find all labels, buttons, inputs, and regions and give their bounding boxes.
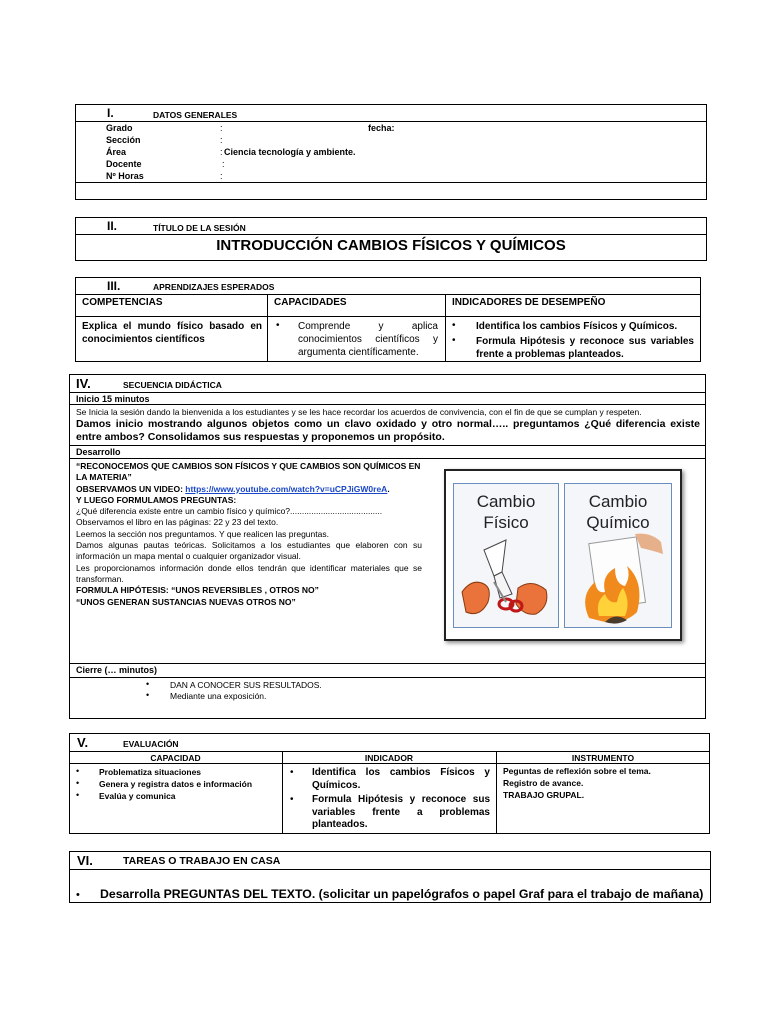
field-label-docente: Docente bbox=[106, 159, 142, 169]
field-sep: : bbox=[222, 159, 225, 169]
indicador-item: Formula Hipótesis y reconoce sus variables frente a problemas planteados. bbox=[312, 794, 490, 830]
section-title: DATOS GENERALES bbox=[153, 110, 238, 120]
section-title: EVALUACIÓN bbox=[123, 739, 179, 749]
desarrollo-line: ¿Qué diferencia existe entre un cambio físico y químico?....................................... bbox=[76, 506, 383, 517]
cierre-item: DAN A CONOCER SUS RESULTADOS. bbox=[170, 680, 322, 690]
divider bbox=[69, 458, 706, 459]
capacidad-cell: Comprende y aplica conocimientos científicos y argumenta científicamente. bbox=[298, 321, 438, 358]
divider bbox=[69, 751, 710, 752]
field-sep: : bbox=[220, 135, 223, 145]
field-sep: : bbox=[220, 171, 223, 181]
instrumento-item: TRABAJO GRUPAL. bbox=[503, 790, 585, 800]
section-number: III. bbox=[107, 279, 121, 293]
section-number: I. bbox=[107, 106, 114, 120]
section-number: V. bbox=[77, 735, 89, 750]
indicador-item: Identifica los cambios Físicos y Químicos. bbox=[476, 321, 678, 332]
section-number: IV. bbox=[76, 376, 91, 391]
inicio-text-2: Damos inicio mostrando algunos objetos como un clavo oxidado y otro normal….. preguntamos ¿Qué diferencia existe entre ambos? Consolidamos sus respuestas y proponemos un propósito. bbox=[76, 418, 700, 443]
card-title: Cambio Físico bbox=[476, 492, 536, 532]
divider bbox=[75, 182, 707, 183]
divider bbox=[69, 404, 706, 405]
divider bbox=[267, 294, 268, 362]
bullet: • bbox=[76, 766, 80, 776]
cambios-image bbox=[444, 469, 682, 641]
divider bbox=[69, 663, 706, 664]
divider bbox=[282, 751, 283, 834]
divider bbox=[69, 677, 706, 678]
desarrollo-line: FORMULA HIPÓTESIS: “UNOS REVERSIBLES , OTROS NO” bbox=[76, 585, 319, 596]
divider bbox=[445, 294, 446, 362]
field-value-area: Ciencia tecnología y ambiente. bbox=[224, 147, 356, 157]
field-label-fecha: fecha: bbox=[368, 123, 395, 133]
desarrollo-line: Observamos el libro en las páginas: 22 y 23 del texto. bbox=[76, 517, 279, 528]
divider bbox=[75, 234, 707, 235]
field-label-seccion: Sección bbox=[106, 135, 141, 145]
instrumento-item: Registro de avance. bbox=[503, 778, 584, 788]
field-sep: : bbox=[220, 147, 223, 157]
divider bbox=[496, 751, 497, 834]
capacidad-item: Genera y registra datos e información bbox=[99, 779, 253, 789]
bullet: • bbox=[76, 790, 80, 800]
desarrollo-line: Damos algunas pautas teóricas. Solicitamos a los estudiantes que elaboren con su información un mapa mental o cualquier organizador visual. bbox=[76, 540, 422, 562]
burning-paper-icon bbox=[565, 532, 671, 627]
desarrollo-body bbox=[76, 461, 422, 608]
competencia-cell: Explica el mundo físico basado en conocimientos científicos bbox=[82, 321, 262, 345]
card-title: Cambio Químico bbox=[586, 492, 650, 532]
instrumento-item: Peguntas de reflexión sobre el tema. bbox=[503, 766, 651, 776]
section-title: SECUENCIA DIDÁCTICA bbox=[123, 380, 222, 390]
column-header: CAPACIDADES bbox=[274, 297, 347, 308]
bullet: • bbox=[452, 335, 456, 346]
section-number: VI. bbox=[77, 853, 93, 868]
section-title: TAREAS O TRABAJO EN CASA bbox=[123, 855, 281, 867]
scissors-paper-icon bbox=[454, 532, 558, 627]
section-title: APRENDIZAJES ESPERADOS bbox=[153, 282, 275, 292]
task-item: Desarrolla PREGUNTAS DEL TEXTO. (solicitar un papelógrafos o papel Graf para el trabajo de mañana) bbox=[100, 887, 704, 901]
video-line bbox=[76, 484, 422, 495]
field-label-horas: Nº Horas bbox=[106, 171, 144, 181]
bullet: • bbox=[276, 320, 280, 331]
column-header: CAPACIDAD bbox=[150, 753, 201, 763]
video-label: OBSERVAMOS UN VIDEO: bbox=[76, 483, 186, 494]
bullet: • bbox=[146, 679, 150, 689]
inicio-label: Inicio 15 minutos bbox=[76, 394, 150, 404]
cambio-fisico-card bbox=[453, 483, 559, 628]
session-title: INTRODUCCIÓN CAMBIOS FÍSICOS Y QUÍMICOS bbox=[216, 237, 566, 254]
desarrollo-line: “UNOS GENERAN SUSTANCIAS NUEVAS OTROS NO” bbox=[76, 596, 296, 607]
field-label-area: Área bbox=[106, 147, 127, 157]
video-suffix: . bbox=[387, 483, 390, 494]
section-title: TÍTULO DE LA SESIÓN bbox=[153, 223, 246, 233]
bullet: • bbox=[290, 794, 294, 805]
divider bbox=[75, 316, 701, 317]
bullet: • bbox=[146, 690, 150, 700]
field-sep: : bbox=[220, 123, 223, 133]
bullet: • bbox=[76, 778, 80, 788]
divider bbox=[75, 294, 701, 295]
capacidad-item: Evalúa y comunica bbox=[99, 791, 176, 801]
field-label-grado: Grado bbox=[106, 123, 133, 133]
desarrollo-line: Leemos la sección nos preguntamos. Y que realicen las preguntas. bbox=[76, 528, 329, 539]
indicador-item: Formula Hipótesis y reconoce sus variables frente a problemas planteados. bbox=[476, 336, 694, 360]
column-header: INSTRUMENTO bbox=[571, 753, 635, 763]
divider bbox=[75, 121, 707, 122]
cierre-item: Mediante una exposición. bbox=[170, 691, 267, 701]
desarrollo-label: Desarrollo bbox=[76, 447, 121, 457]
inicio-text: Se Inicia la sesión dando la bienvenida a los estudiantes y se les hace recordar los acuerdos de convivencia, con el fin de que se cumplan y respeten. bbox=[76, 407, 642, 417]
divider bbox=[69, 869, 711, 870]
desarrollo-line: Les proporcionamos información donde ellos tendrán que identificar materiales que se transforman. bbox=[76, 562, 422, 584]
section-number: II. bbox=[107, 219, 118, 233]
column-header: INDICADORES DE DESEMPEÑO bbox=[452, 297, 606, 308]
cambio-quimico-card bbox=[564, 483, 672, 628]
divider bbox=[69, 392, 706, 393]
capacidad-item: Problematiza situaciones bbox=[99, 767, 202, 777]
column-header: INDICADOR bbox=[364, 753, 414, 763]
video-link[interactable]: https://www.youtube.com/watch?v=uCPJiGW0reA bbox=[185, 483, 388, 494]
column-header: COMPETENCIAS bbox=[82, 297, 163, 308]
desarrollo-line: Y LUEGO FORMULAMOS PREGUNTAS: bbox=[76, 494, 237, 505]
divider bbox=[69, 763, 710, 764]
divider bbox=[69, 445, 706, 446]
cierre-label: Cierre (… minutos) bbox=[76, 665, 158, 675]
bullet: • bbox=[76, 889, 80, 901]
desarrollo-heading: “RECONOCEMOS QUE CAMBIOS SON FÍSICOS Y QUE CAMBIOS SON QUÍMICOS EN LA MATERIA” bbox=[76, 461, 421, 483]
indicador-item: Identifica los cambios Físicos y Químicos. bbox=[312, 767, 490, 791]
bullet: • bbox=[452, 320, 456, 331]
bullet: • bbox=[290, 767, 294, 778]
